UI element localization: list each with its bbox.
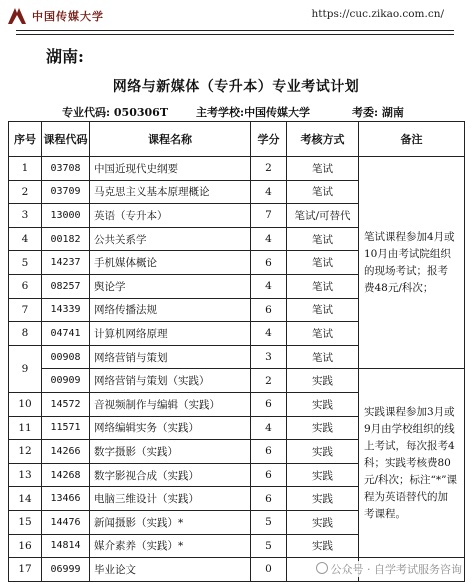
cell-code: 03708 (42, 157, 90, 181)
cell-method: 笔试 (287, 345, 359, 369)
cell-code: 00909 (42, 369, 90, 393)
cell-code: 00908 (42, 345, 90, 369)
cell-name: 数字摄影（实践） (90, 440, 251, 464)
major-code-value: 050306T (113, 106, 169, 119)
cell-credit: 0 (251, 558, 287, 582)
host-school-value: 中国传媒大学 (244, 106, 311, 119)
watermark (314, 561, 465, 577)
cell-credit: 6 (251, 251, 287, 275)
major-code (62, 104, 168, 120)
cell-no: 6 (9, 274, 42, 298)
watermark-text: 公众号 · 自学考试服务咨询 (330, 563, 462, 576)
cell-code: 14476 (42, 510, 90, 534)
exam-plan-table (8, 121, 465, 582)
cell-name: 马克思主义基本原理概论 (90, 180, 251, 204)
col-header-note: 备注 (359, 122, 465, 157)
cell-credit: 3 (251, 345, 287, 369)
cell-credit: 4 (251, 322, 287, 346)
university-logo (6, 4, 104, 28)
header-divider-2 (16, 34, 454, 35)
page-title: 网络与新媒体（专升本）专业考试计划 (112, 79, 360, 95)
cell-name: 手机媒体概论 (90, 251, 251, 275)
col-header-credit: 学分 (251, 122, 287, 157)
host-school-label: 主考学校: (196, 106, 245, 119)
cell-credit: 6 (251, 463, 287, 487)
cell-credit: 2 (251, 369, 287, 393)
cell-no: 11 (9, 416, 42, 440)
cell-code: 14266 (42, 440, 90, 464)
cell-no: 9 (9, 345, 42, 392)
cell-name: 毕业论文 (90, 558, 251, 582)
cell-method: 实践 (287, 369, 359, 393)
logo-text: 中国传媒大学 (32, 10, 104, 23)
cell-no: 1 (9, 157, 42, 181)
cell-method: 笔试 (287, 227, 359, 251)
cell-name: 网络编辑实务（实践） (90, 416, 251, 440)
cell-name: 中国近现代史纲要 (90, 157, 251, 181)
cell-method: 笔试 (287, 251, 359, 275)
cell-no: 3 (9, 204, 42, 228)
cell-credit: 4 (251, 227, 287, 251)
exam-committee-label: 考委: (352, 106, 379, 119)
wechat-account-icon (316, 562, 328, 574)
cell-method: 实践 (287, 510, 359, 534)
col-header-code: 课程代码 (42, 122, 90, 157)
cell-no: 5 (9, 251, 42, 275)
cell-credit: 5 (251, 510, 287, 534)
cell-name: 新闻摄影（实践）* (90, 510, 251, 534)
table-row (9, 157, 465, 181)
cell-code: 08257 (42, 274, 90, 298)
cell-credit: 2 (251, 157, 287, 181)
col-header-method: 考核方式 (287, 122, 359, 157)
cell-method: 笔试 (287, 157, 359, 181)
cell-no: 8 (9, 322, 42, 346)
exam-committee-value: 湖南 (381, 106, 404, 119)
cell-name: 英语（专升本） (90, 204, 251, 228)
table-header-row (9, 122, 465, 157)
cell-no: 15 (9, 510, 42, 534)
cell-code: 03709 (42, 180, 90, 204)
cell-code: 14268 (42, 463, 90, 487)
cell-code: 11571 (42, 416, 90, 440)
cell-no: 10 (9, 392, 42, 416)
cell-name: 网络营销与策划（实践） (90, 369, 251, 393)
cell-code: 04741 (42, 322, 90, 346)
exam-committee (352, 104, 404, 120)
cell-no: 14 (9, 487, 42, 511)
page-header (0, 0, 472, 34)
table-row (9, 369, 465, 393)
cell-code: 14237 (42, 251, 90, 275)
cell-method: 笔试 (287, 180, 359, 204)
cell-no: 12 (9, 440, 42, 464)
cell-name: 电脑三维设计（实践） (90, 487, 251, 511)
cell-credit: 4 (251, 274, 287, 298)
cell-no: 17 (9, 558, 42, 582)
cell-credit: 7 (251, 204, 287, 228)
cell-method: 实践 (287, 392, 359, 416)
cell-credit: 6 (251, 487, 287, 511)
cell-no: 13 (9, 463, 42, 487)
host-school (196, 104, 310, 120)
cell-method: 实践 (287, 534, 359, 558)
cell-name: 媒介素养（实践）* (90, 534, 251, 558)
col-header-name: 课程名称 (90, 122, 251, 157)
cell-name: 计算机网络原理 (90, 322, 251, 346)
cell-code: 13000 (42, 204, 90, 228)
logo-emblem-icon (6, 4, 28, 26)
cell-credit: 6 (251, 298, 287, 322)
cell-no: 16 (9, 534, 42, 558)
cell-credit: 6 (251, 440, 287, 464)
cell-credit: 4 (251, 180, 287, 204)
province-heading: 湖南: (46, 47, 84, 66)
cell-no: 4 (9, 227, 42, 251)
cell-method: 笔试 (287, 322, 359, 346)
cell-code: 14572 (42, 392, 90, 416)
cell-credit: 5 (251, 534, 287, 558)
cell-method: 实践 (287, 416, 359, 440)
cell-method: 笔试/可替代 (287, 204, 359, 228)
cell-code: 06999 (42, 558, 90, 582)
cell-method: 笔试 (287, 298, 359, 322)
site-url[interactable]: https://cuc.zikao.com.cn/ (311, 8, 444, 20)
header-divider (16, 30, 454, 31)
cell-code: 14814 (42, 534, 90, 558)
cell-no: 2 (9, 180, 42, 204)
cell-code: 13466 (42, 487, 90, 511)
col-header-no: 序号 (9, 122, 42, 157)
note-practice-exam: 实践课程参加3月或9月由学校组织的线上考试，每次报考4科；实践考核费80元/科次；标注“*”课程为英语替代的加考课程。 (359, 369, 465, 558)
cell-no: 7 (9, 298, 42, 322)
cell-credit: 6 (251, 392, 287, 416)
cell-code: 14339 (42, 298, 90, 322)
cell-method: 实践 (287, 440, 359, 464)
cell-name: 网络传播法规 (90, 298, 251, 322)
cell-name: 舆论学 (90, 274, 251, 298)
cell-name: 音视频制作与编辑（实践） (90, 392, 251, 416)
cell-method: 笔试 (287, 274, 359, 298)
cell-code: 00182 (42, 227, 90, 251)
cell-method: 实践 (287, 487, 359, 511)
major-code-label: 专业代码: (62, 106, 111, 119)
cell-name: 数字影视合成（实践） (90, 463, 251, 487)
cell-name: 公共关系学 (90, 227, 251, 251)
note-written-exam: 笔试课程参加4月或10月由考试院组织的现场考试；报考费48元/科次； (359, 157, 465, 369)
cell-method: 实践 (287, 463, 359, 487)
cell-name: 网络营销与策划 (90, 345, 251, 369)
cell-credit: 4 (251, 416, 287, 440)
